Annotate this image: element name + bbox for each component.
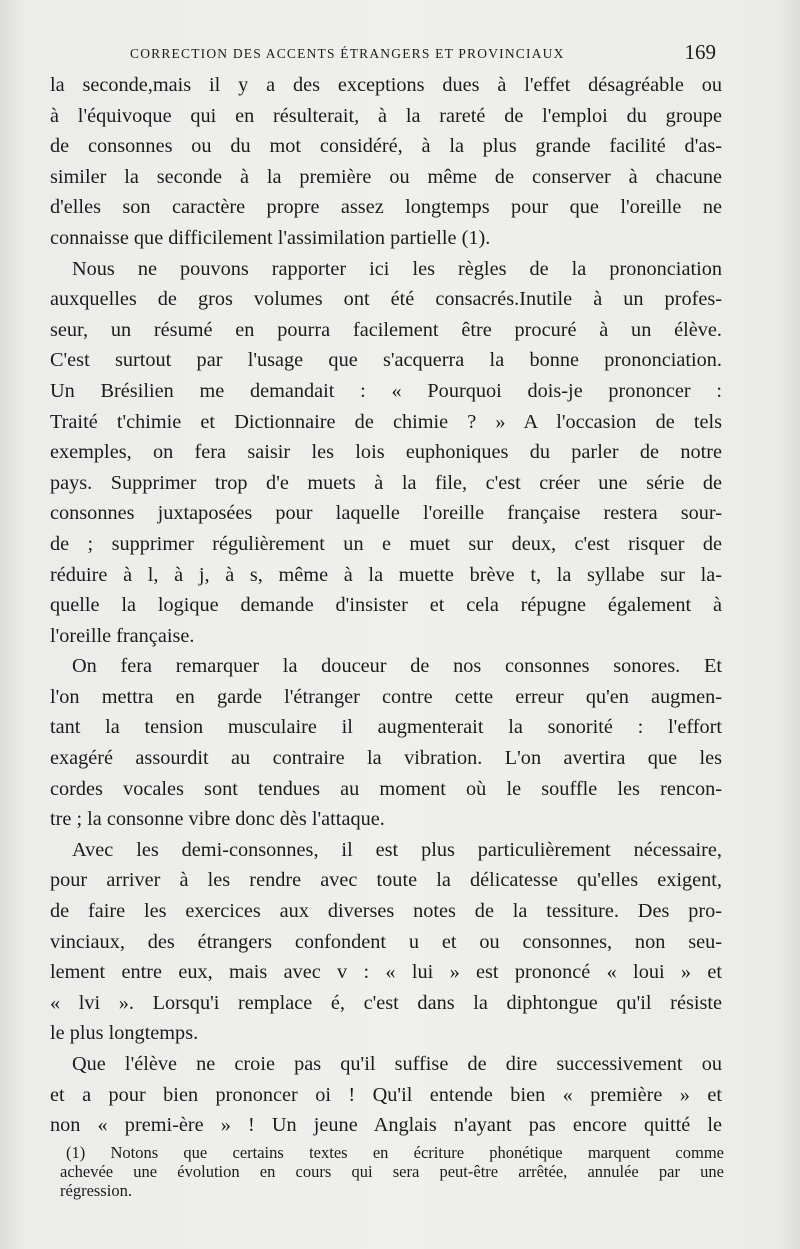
text-line: non « premi-ère » ! Un jeune Anglais n'ayant pas encore quitté le: [50, 1114, 722, 1137]
text-line: vinciaux, des étrangers confondent u et ou consonnes, non seu-: [50, 930, 722, 953]
text-line: auxquelles de gros volumes ont été consacrés.Inutile à un profes-: [50, 288, 722, 311]
text-line: de consonnes ou du mot considéré, à la plus grande facilité d'as-: [50, 135, 722, 158]
text-line: réduire à l, à j, à s, même à la muette brève t, la syllabe sur la-: [50, 563, 722, 586]
body-text: [50, 70, 722, 1141]
text-line: Un Brésilien me demandait : « Pourquoi dois-je prononcer :: [50, 379, 722, 402]
footnote-line: (1) Notons que certains textes en écriture phonétique marquent comme: [66, 1143, 724, 1162]
text-line: tant la tension musculaire il augmenterait la sonorité : l'effort: [50, 716, 722, 739]
text-line: pour arriver à les rendre avec toute la délicatesse qu'elles exigent,: [50, 869, 722, 892]
running-title: CORRECTION DES ACCENTS ÉTRANGERS ET PROVINCIAUX: [130, 46, 565, 61]
text-line: connaisse que difficilement l'assimilation partielle (1).: [50, 226, 491, 249]
page-number: 169: [684, 40, 716, 64]
text-line: d'elles son caractère propre assez longtemps pour que l'oreille ne: [50, 196, 722, 219]
text-line: la seconde,mais il y a des exceptions dues à l'effet désagréable ou: [50, 74, 722, 96]
text-line: tre ; la consonne vibre donc dès l'attaque.: [50, 808, 385, 831]
paragraph-4: [50, 835, 722, 1049]
footnote: [60, 1143, 724, 1200]
text-line: de faire les exercices aux diverses notes de la tessiture. Des pro-: [50, 900, 722, 923]
paragraph-2: [50, 254, 722, 652]
text-line: à l'équivoque qui en résulterait, à la rareté de l'emploi du groupe: [50, 104, 722, 127]
text-line: l'oreille française.: [50, 624, 195, 647]
text-line: pays. Supprimer trop d'e muets à la file, c'est créer une série de: [50, 471, 722, 494]
paragraph-1: [50, 70, 722, 254]
text-line: cordes vocales sont tendues au moment où le souffle les rencon-: [50, 777, 722, 800]
text-line: Traité t'chimie et Dictionnaire de chimie ? » A l'occasion de tels: [50, 410, 722, 433]
text-line: et a pour bien prononcer oi ! Qu'il entende bien « première » et: [50, 1083, 722, 1106]
text-line: « lvi ». Lorsqu'i remplace é, c'est dans la diphtongue qu'il résiste: [50, 991, 722, 1014]
text-line: Que l'élève ne croie pas qu'il suffise de dire successivement ou: [72, 1053, 722, 1075]
footnote-line: achevée une évolution en cours qui sera peut-être arrêtée, annulée par une: [60, 1162, 724, 1181]
text-line: exemples, on fera saisir les lois euphoniques du parler de notre: [50, 441, 722, 464]
text-line: On fera remarquer la douceur de nos consonnes sonores. Et: [72, 655, 722, 678]
text-line: le plus longtemps.: [50, 1022, 199, 1045]
text-line: Avec les demi-consonnes, il est plus particulièrement nécessaire,: [72, 838, 722, 861]
footnote-line: régression.: [60, 1181, 132, 1200]
paragraph-3: [50, 651, 722, 835]
page-header: [120, 40, 716, 70]
text-line: similer la seconde à la première ou même de conserver à chacune: [50, 165, 722, 188]
text-line: l'on mettra en garde l'étranger contre cette erreur qu'en augmen-: [50, 685, 722, 708]
text-line: Nous ne pouvons rapporter ici les règles de la prononciation: [72, 257, 722, 280]
paragraph-5: [50, 1049, 722, 1141]
text-line: lement entre eux, mais avec v : « lui » est prononcé « loui » et: [50, 961, 722, 984]
text-line: exagéré assourdit au contraire la vibration. L'on avertira que les: [50, 747, 722, 770]
text-line: quelle la logique demande d'insister et cela répugne également à: [50, 594, 722, 617]
text-line: de ; supprimer régulièrement un e muet sur deux, c'est risquer de: [50, 532, 722, 555]
text-line: consonnes juxtaposées pour laquelle l'oreille française restera sour-: [50, 502, 722, 525]
text-line: seur, un résumé en pourra facilement être procuré à un élève.: [50, 318, 722, 341]
text-line: C'est surtout par l'usage que s'acquerra la bonne prononciation.: [50, 349, 722, 372]
